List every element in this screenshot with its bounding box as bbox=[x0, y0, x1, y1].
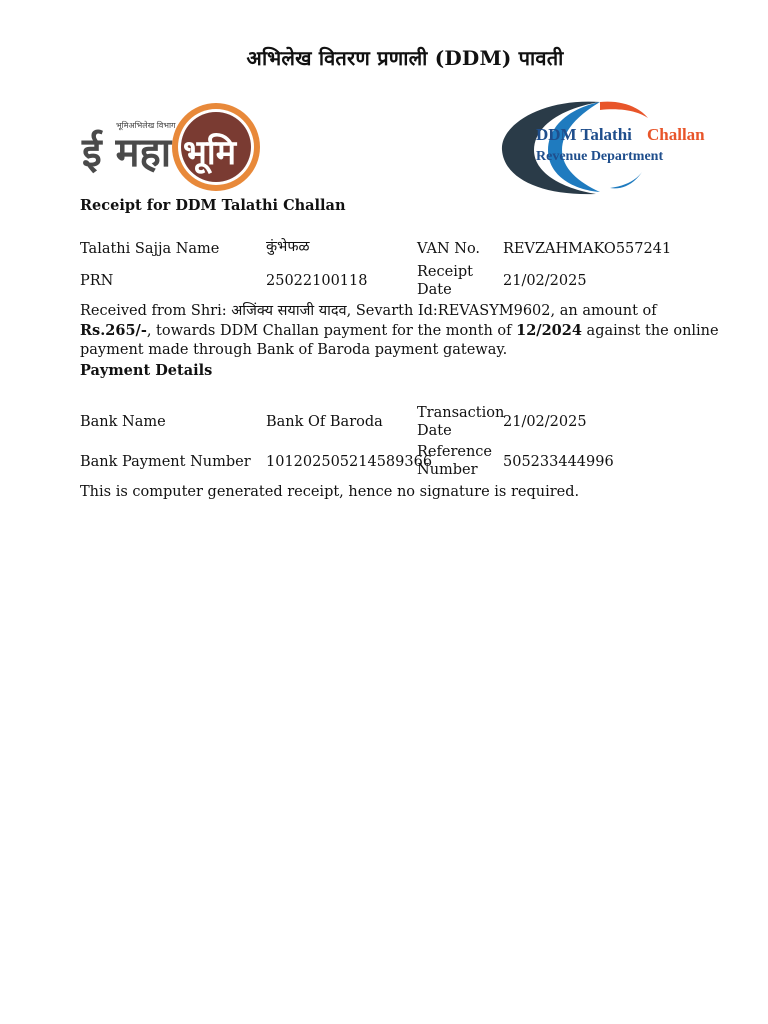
ddm-challan-logo bbox=[500, 96, 714, 198]
para-part-1: Received from Shri: bbox=[80, 303, 232, 319]
ref-value: 505233444996 bbox=[503, 454, 614, 470]
bank-payment-value: 101202505214589366 bbox=[266, 454, 433, 470]
bank-payment-label: Bank Payment Number bbox=[80, 454, 251, 470]
page-title: अभिलेख वितरण प्रणाली (DDM) पावती bbox=[246, 46, 564, 70]
amount: Rs.265/- bbox=[80, 322, 147, 339]
receipt-heading: Receipt for DDM Talathi Challan bbox=[80, 197, 346, 214]
sajja-value: कुंभेफळ bbox=[266, 239, 310, 255]
logo-challan-text: Challan bbox=[647, 125, 705, 144]
logo-bhumi-text: भूमि bbox=[183, 133, 237, 173]
logo-revenue-text: Revenue Department bbox=[536, 149, 664, 164]
para-part-4: against the online payment made through Bank of Baroda payment gateway. bbox=[80, 323, 719, 358]
bank-name-value: Bank Of Baroda bbox=[266, 414, 383, 430]
receipt-date-label-1: Receipt bbox=[417, 264, 473, 280]
receipt-paragraph bbox=[80, 302, 720, 360]
ref-label-2: Number bbox=[417, 462, 478, 478]
bank-name-label: Bank Name bbox=[80, 414, 166, 430]
logo-emaha-text: ई महा bbox=[82, 130, 172, 176]
prn-value: 25022100118 bbox=[266, 273, 368, 289]
receipt-date-label-2: Date bbox=[417, 282, 452, 298]
para-part-2: , Sevarth Id:REVASYM9602, an amount of bbox=[346, 303, 657, 319]
month: 12/2024 bbox=[516, 322, 582, 339]
van-label: VAN No. bbox=[417, 241, 481, 257]
payer-name: अजिंक्य सयाजी यादव bbox=[231, 303, 347, 319]
mahabhumi-logo bbox=[80, 98, 264, 196]
logo-small-text: भूमिअभिलेख विभाग bbox=[116, 121, 176, 130]
txn-date-label-2: Date bbox=[417, 423, 452, 439]
footer-note: This is computer generated receipt, hence no signature is required. bbox=[80, 484, 580, 500]
prn-label: PRN bbox=[80, 273, 114, 289]
para-part-3: , towards DDM Challan payment for the month of bbox=[146, 323, 517, 339]
sajja-label: Talathi Sajja Name bbox=[80, 241, 220, 257]
van-value: REVZAHMAKO557241 bbox=[503, 241, 672, 257]
txn-date-value: 21/02/2025 bbox=[503, 414, 587, 430]
txn-date-label-1: Transaction bbox=[417, 405, 505, 421]
receipt-date-value: 21/02/2025 bbox=[503, 273, 587, 289]
ref-label-1: Reference bbox=[417, 444, 492, 460]
payment-heading: Payment Details bbox=[80, 362, 213, 379]
logo-ddm-talathi-text: DDM Talathi bbox=[536, 125, 632, 144]
